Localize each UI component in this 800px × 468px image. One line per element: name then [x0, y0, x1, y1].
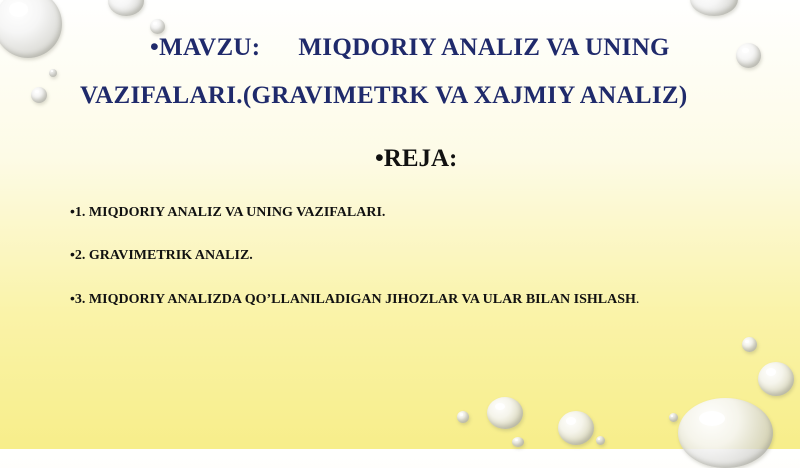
slide-title-line-1: [150, 33, 670, 62]
plan-heading-text: REJA:: [383, 145, 458, 172]
title-topic-label: MAVZU:: [159, 34, 261, 61]
water-droplet-icon: [736, 43, 761, 68]
water-droplet-icon: [512, 437, 524, 447]
water-droplet-icon: [487, 397, 523, 429]
slide-title-line-2: VAZIFALARI.(GRAVIMETRK VA XAJMIY ANALIZ): [80, 82, 688, 109]
title-bullet: •: [150, 33, 160, 61]
plan-heading-bullet: •: [375, 144, 384, 172]
water-droplet-icon: [690, 0, 738, 16]
plan-item-text: 2. GRAVIMETRIK ANALIZ.: [74, 248, 253, 263]
plan-item-bullet: •: [70, 290, 75, 306]
water-droplet-icon: [49, 69, 57, 77]
plan-item: [70, 203, 385, 221]
plan-heading: [375, 144, 457, 173]
water-droplet-icon: [457, 411, 469, 423]
water-droplet-icon: [596, 436, 605, 445]
water-droplet-icon: [31, 87, 47, 103]
title-topic-text: MIQDORIY ANALIZ VA UNING: [298, 34, 670, 61]
water-droplet-icon: [742, 337, 757, 352]
plan-item-suffix: .: [635, 292, 640, 307]
plan-item-text: 3. MIQDORIY ANALIZDA QO’LLANILADIGAN JIHOZLAR VA ULAR BILAN ISHLASH: [74, 292, 636, 307]
plan-item-text: 1. MIQDORIY ANALIZ VA UNING VAZIFALARI.: [74, 205, 386, 220]
plan-item-bullet: •: [70, 203, 75, 219]
water-droplet-icon: [558, 411, 594, 445]
water-droplet-icon: [0, 0, 62, 58]
water-droplet-icon: [758, 362, 794, 396]
plan-item-bullet: •: [70, 246, 75, 262]
plan-item: [70, 290, 639, 308]
water-droplet-icon: [669, 413, 678, 422]
plan-item: [70, 246, 253, 264]
water-droplet-icon: [108, 0, 144, 16]
water-droplet-icon: [678, 398, 773, 468]
water-droplet-icon: [150, 19, 165, 34]
